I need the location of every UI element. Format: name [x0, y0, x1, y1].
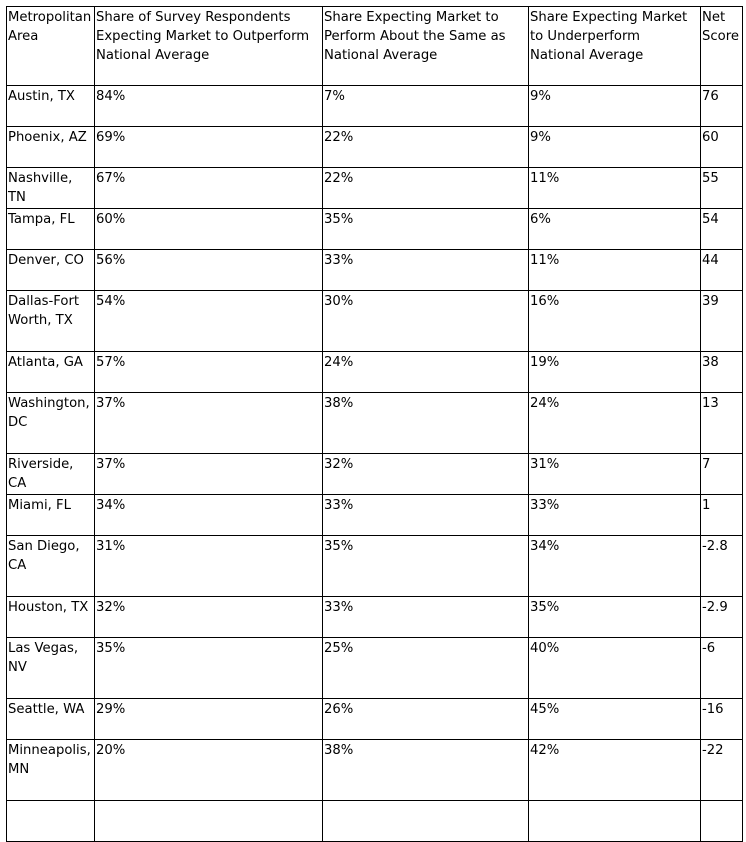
cell-same: 33% [323, 495, 529, 536]
cell-net-score: 13 [701, 393, 743, 454]
table-row [7, 495, 743, 536]
table-row [7, 86, 743, 127]
cell-net-score: 54 [701, 209, 743, 250]
cell-metro-area: Seattle, WA [7, 699, 95, 740]
cell-same: 32% [323, 454, 529, 495]
cell-metro-area: Minneapolis, MN [7, 740, 95, 801]
cell-outperform: 32% [95, 597, 323, 638]
cell-same: 35% [323, 536, 529, 597]
cell-underperform: 24% [529, 393, 701, 454]
header-row [7, 7, 743, 86]
cell-same: 26% [323, 699, 529, 740]
cell-underperform: 16% [529, 291, 701, 352]
cell-metro-area [7, 801, 95, 842]
cell-same: 30% [323, 291, 529, 352]
table-row [7, 291, 743, 352]
cell-underperform: 6% [529, 209, 701, 250]
cell-net-score: 38 [701, 352, 743, 393]
cell-same: 33% [323, 250, 529, 291]
cell-outperform: 20% [95, 740, 323, 801]
metro-survey-table [6, 6, 743, 842]
cell-outperform: 29% [95, 699, 323, 740]
cell-net-score [701, 801, 743, 842]
table-row [7, 638, 743, 699]
cell-outperform: 34% [95, 495, 323, 536]
cell-net-score: 1 [701, 495, 743, 536]
cell-metro-area: Miami, FL [7, 495, 95, 536]
cell-same: 24% [323, 352, 529, 393]
header-underperform: Share Expecting Market to Underperform National Average [529, 7, 701, 86]
cell-same: 7% [323, 86, 529, 127]
cell-same: 38% [323, 393, 529, 454]
table-row [7, 250, 743, 291]
cell-metro-area: San Diego, CA [7, 536, 95, 597]
cell-outperform: 35% [95, 638, 323, 699]
cell-net-score: -2.9 [701, 597, 743, 638]
cell-metro-area: Riverside, CA [7, 454, 95, 495]
table-row [7, 168, 743, 209]
cell-same: 33% [323, 597, 529, 638]
cell-underperform: 11% [529, 168, 701, 209]
cell-outperform [95, 801, 323, 842]
table-row [7, 801, 743, 842]
cell-net-score: 76 [701, 86, 743, 127]
table-row [7, 740, 743, 801]
cell-net-score: -22 [701, 740, 743, 801]
cell-underperform [529, 801, 701, 842]
cell-net-score: 60 [701, 127, 743, 168]
cell-net-score: 44 [701, 250, 743, 291]
cell-net-score: 39 [701, 291, 743, 352]
header-same: Share Expecting Market to Perform About the Same as National Average [323, 7, 529, 86]
header-metro-area: Metropolitan Area [7, 7, 95, 86]
cell-underperform: 40% [529, 638, 701, 699]
cell-metro-area: Phoenix, AZ [7, 127, 95, 168]
cell-net-score: -2.8 [701, 536, 743, 597]
table-row [7, 454, 743, 495]
cell-metro-area: Nashville, TN [7, 168, 95, 209]
cell-underperform: 42% [529, 740, 701, 801]
cell-outperform: 69% [95, 127, 323, 168]
cell-net-score: 55 [701, 168, 743, 209]
cell-net-score: 7 [701, 454, 743, 495]
table-row [7, 127, 743, 168]
cell-metro-area: Dallas-Fort Worth, TX [7, 291, 95, 352]
cell-same: 35% [323, 209, 529, 250]
cell-same: 22% [323, 127, 529, 168]
cell-metro-area: Tampa, FL [7, 209, 95, 250]
cell-underperform: 19% [529, 352, 701, 393]
cell-metro-area: Houston, TX [7, 597, 95, 638]
table-row [7, 536, 743, 597]
cell-underperform: 31% [529, 454, 701, 495]
cell-same: 25% [323, 638, 529, 699]
table-row [7, 352, 743, 393]
cell-underperform: 45% [529, 699, 701, 740]
cell-outperform: 31% [95, 536, 323, 597]
cell-metro-area: Washington, DC [7, 393, 95, 454]
cell-outperform: 37% [95, 454, 323, 495]
cell-underperform: 9% [529, 86, 701, 127]
table-row [7, 393, 743, 454]
table-row [7, 209, 743, 250]
survey-table-container [6, 6, 743, 842]
cell-same: 22% [323, 168, 529, 209]
cell-outperform: 37% [95, 393, 323, 454]
cell-underperform: 34% [529, 536, 701, 597]
cell-outperform: 67% [95, 168, 323, 209]
cell-outperform: 84% [95, 86, 323, 127]
cell-metro-area: Atlanta, GA [7, 352, 95, 393]
cell-underperform: 11% [529, 250, 701, 291]
header-net-score: Net Score [701, 7, 743, 86]
cell-outperform: 60% [95, 209, 323, 250]
header-outperform: Share of Survey Respondents Expecting Market to Outperform National Average [95, 7, 323, 86]
cell-net-score: -16 [701, 699, 743, 740]
cell-outperform: 56% [95, 250, 323, 291]
cell-metro-area: Austin, TX [7, 86, 95, 127]
table-row [7, 699, 743, 740]
cell-outperform: 57% [95, 352, 323, 393]
cell-underperform: 35% [529, 597, 701, 638]
cell-metro-area: Las Vegas, NV [7, 638, 95, 699]
cell-same: 38% [323, 740, 529, 801]
cell-underperform: 33% [529, 495, 701, 536]
cell-metro-area: Denver, CO [7, 250, 95, 291]
cell-outperform: 54% [95, 291, 323, 352]
cell-underperform: 9% [529, 127, 701, 168]
table-row [7, 597, 743, 638]
cell-net-score: -6 [701, 638, 743, 699]
cell-same [323, 801, 529, 842]
